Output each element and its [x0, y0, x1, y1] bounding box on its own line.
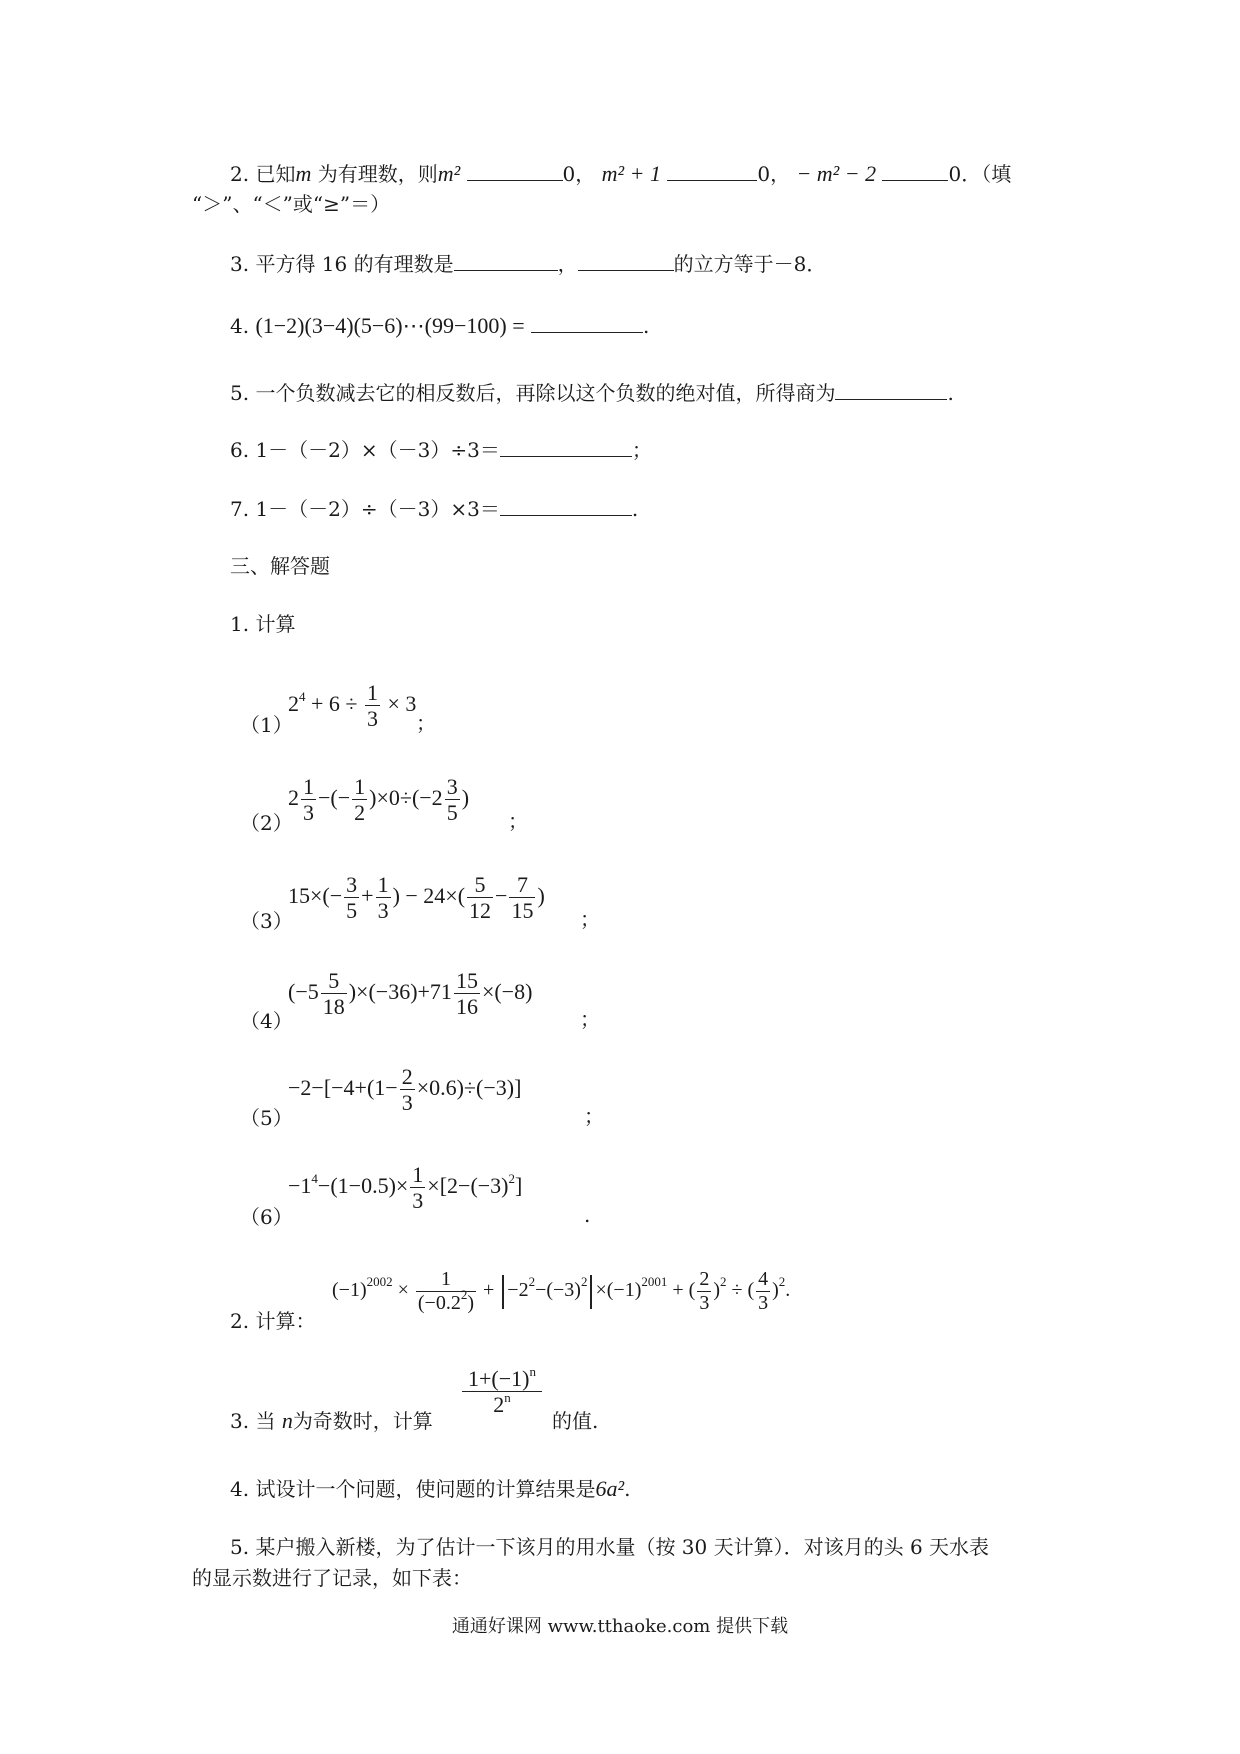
- calc-2-label: [230, 1308, 315, 1334]
- item-label: （1）: [240, 713, 293, 737]
- answer-blank[interactable]: [500, 495, 632, 516]
- item-end: .: [584, 1203, 591, 1227]
- abs-bar-right-icon: [590, 1275, 592, 1309]
- item-end: ；: [508, 809, 528, 833]
- q5-end: .: [947, 381, 954, 405]
- question-2-line-2: [192, 191, 390, 217]
- q3-part1: 3. 平方得 16 的有理数是: [230, 252, 454, 276]
- calc5-line2: 的显示数进行了记录，如下表：: [192, 1566, 472, 1590]
- calc-5-line-2: [192, 1565, 472, 1591]
- calc-1-item-2-end: [508, 808, 528, 834]
- q2-sep3: 0．（填: [948, 162, 1012, 186]
- q2-expr1: m²: [437, 161, 461, 186]
- item-label: （2）: [240, 811, 293, 835]
- calc-1-item-2-expr: 2 $\frac{1}{3}$ −(− $\frac{1}{2}$ )×0÷(−2 $\frac{3}{5}$ ): [288, 774, 470, 826]
- answer-blank[interactable]: [531, 312, 643, 333]
- calc-1-item-3-label: [240, 908, 293, 934]
- calc-1-item-6-end: [584, 1202, 590, 1228]
- calc-1-item-6-expr: $-1^4-(1-0.5)\times$ $\frac{1}{3}$ $\times[2-(-3)^2]$: [288, 1162, 523, 1214]
- calc-1-item-1-expr: $2^4 + 6$ ÷ $\frac{1}{3}$ × 3: [288, 680, 417, 732]
- page-footer: [0, 1612, 1240, 1638]
- answer-blank[interactable]: [578, 250, 674, 271]
- calc-1-item-6-label: [240, 1204, 293, 1230]
- calc-1-item-1-label: [240, 712, 293, 738]
- answer-blank[interactable]: [882, 160, 948, 181]
- question-5: [230, 379, 954, 406]
- calc4-expr: 6a²: [595, 1476, 625, 1501]
- calc3-mid: 为奇数时，计算: [292, 1409, 433, 1433]
- item-label: （5）: [240, 1106, 293, 1130]
- calc-2-expr: $(-1)^{2002}$ × $\frac{1}{(-0.2^2)}$ + $-2^2-(-3)^2 \times(-1)^{2001}$ + ( $\frac{2}{3}$ )$^2$ ÷ ( $\frac{4}{3}$ )$^2$.: [332, 1268, 791, 1314]
- section-title: [230, 553, 330, 579]
- calc-1-item-3-end: [580, 906, 600, 932]
- q6-text: 6. 1－（－2）×（－3）÷3＝: [230, 438, 500, 462]
- abs-bar-left-icon: [502, 1275, 504, 1309]
- q2-sep1: 0，: [562, 162, 596, 186]
- answer-blank[interactable]: [500, 436, 632, 457]
- q7-end: .: [631, 497, 639, 521]
- calc-5-line-1: [230, 1534, 989, 1560]
- item-end: ；: [580, 1007, 600, 1031]
- calc-1-item-5-end: [584, 1103, 604, 1129]
- item-end: ；: [580, 907, 600, 931]
- calc-1-title: [230, 611, 295, 637]
- q7-text: 7. 1－（－2）÷（－3）×3＝: [230, 497, 500, 521]
- item-end: ；: [416, 711, 436, 735]
- q4-number: 4.: [230, 314, 250, 338]
- answer-blank[interactable]: [667, 160, 757, 181]
- footer-text: 通通好课网 www.tthaoke.com 提供下载: [451, 1616, 789, 1637]
- calc5-line1: 5. 某户搬入新楼，为了估计一下该月的用水量（按 30 天计算）．对该月的头 6 天水表: [230, 1535, 990, 1559]
- answer-blank[interactable]: [467, 160, 563, 181]
- calc-3: [230, 1408, 433, 1434]
- calc-1-item-5-label: [240, 1105, 293, 1131]
- calc1-title-text: 1. 计算: [230, 612, 296, 636]
- calc-3-fraction: $\frac{1+(-1)^n}{2^n}$: [460, 1366, 544, 1418]
- calc-4: [230, 1476, 630, 1502]
- question-7: [230, 495, 638, 522]
- calc-1-item-2-label: [240, 810, 293, 836]
- q2-expr3: − m² − 2: [796, 161, 877, 186]
- q6-end: ；: [631, 438, 652, 462]
- calc3-end-text: 的值.: [552, 1409, 599, 1433]
- calc3-var-n: n: [281, 1408, 293, 1433]
- calc-3-end: [552, 1408, 598, 1434]
- calc3-prefix: 3. 当: [230, 1409, 276, 1433]
- q2-prefix: 2. 已知: [230, 162, 296, 186]
- q2-mid: 为有理数，则: [311, 162, 438, 186]
- calc-1-item-1-end: [416, 710, 436, 736]
- q2-sep2: 0，: [757, 162, 791, 186]
- calc-1-item-4-end: [580, 1006, 600, 1032]
- q4-end: .: [642, 314, 650, 338]
- item-label: （6）: [240, 1205, 293, 1229]
- q2-var-m: m: [295, 161, 312, 186]
- calc4-prefix: 4. 试设计一个问题，使问题的计算结果是: [230, 1477, 596, 1501]
- calc-1-item-5-expr: −2−[−4+(1− $\frac{2}{3}$ ×0.6)÷(−3)]: [288, 1064, 522, 1116]
- answer-blank[interactable]: [835, 379, 947, 400]
- question-6: [230, 436, 652, 463]
- item-end: ；: [584, 1104, 604, 1128]
- question-3: [230, 250, 826, 277]
- question-2-line-1: [230, 160, 1011, 187]
- q2-expr2: m² + 1: [601, 161, 661, 186]
- item-label: （4）: [240, 1009, 293, 1033]
- q3-sep: ，: [557, 252, 578, 276]
- q5-text: 5. 一个负数减去它的相反数后，再除以这个负数的绝对值，所得商为: [230, 381, 836, 405]
- calc4-end: .: [624, 1477, 631, 1501]
- section3-title: 三、解答题: [230, 554, 330, 578]
- calc2-label-text: 2. 计算：: [230, 1309, 316, 1333]
- q2-line2: “＞”、“＜”或“≥”＝）: [192, 192, 391, 216]
- item-label: （3）: [240, 909, 293, 933]
- calc-1-item-4-expr: (−5 $\frac{5}{18}$ )×(−36)+71 $\frac{15}{16}$ ×(−8): [288, 968, 533, 1020]
- calc-1-item-3-expr: 15×(− $\frac{3}{5}$ + $\frac{1}{3}$ ) − 24×( $\frac{5}{12}$ − $\frac{7}{15}$ ): [288, 872, 545, 924]
- q3-part2: 的立方等于－8．: [673, 252, 827, 276]
- q4-expression: (1−2)(3−4)(5−6)⋯(99−100) =: [255, 313, 525, 338]
- calc-1-item-4-label: [240, 1008, 293, 1034]
- answer-blank[interactable]: [454, 250, 558, 271]
- question-4: [230, 312, 649, 339]
